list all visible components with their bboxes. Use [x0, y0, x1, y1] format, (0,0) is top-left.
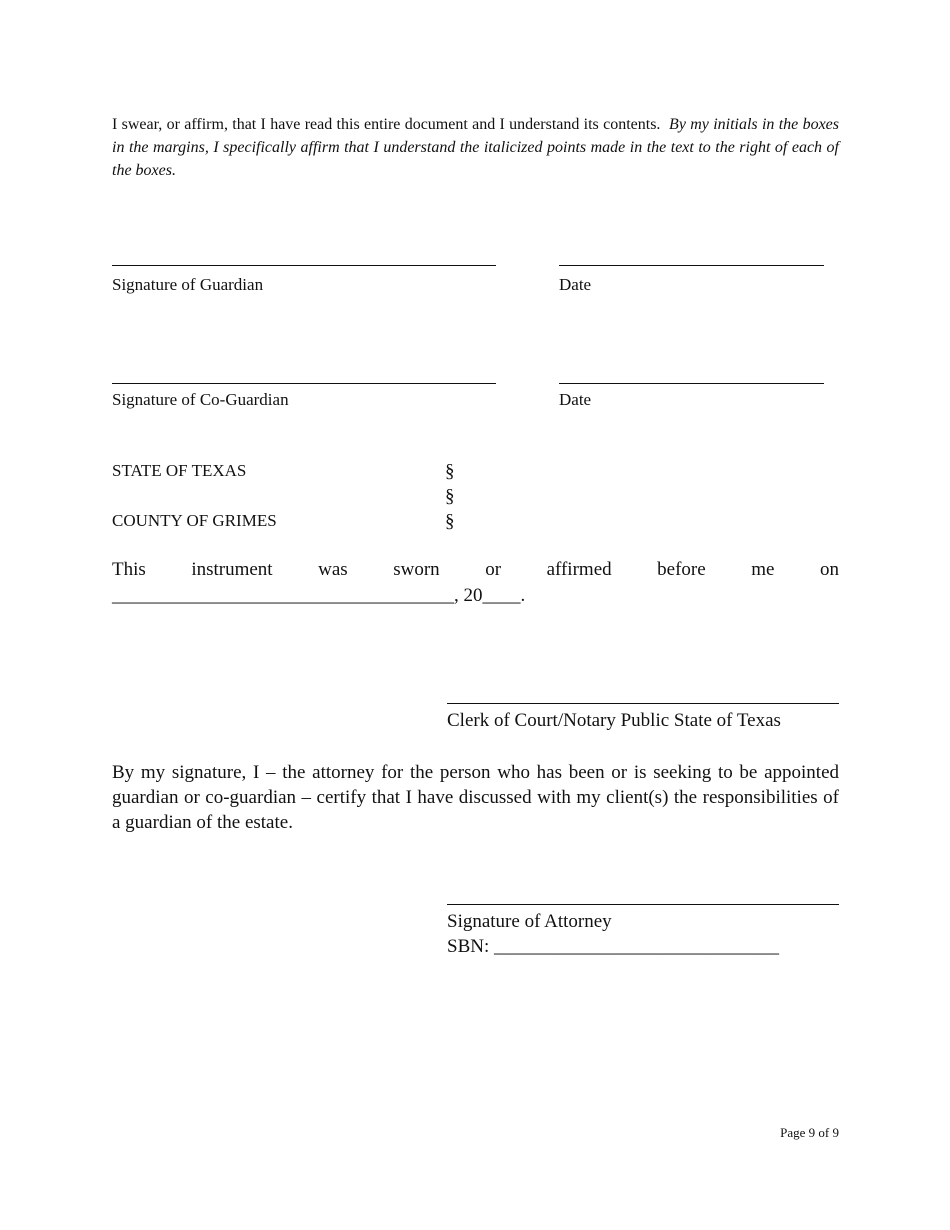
affirmation-paragraph — [112, 113, 839, 182]
affirmation-italic-text: By my initials in the boxes in the margins, I specifically affirm that I understand the italicized points made in the text to the right of each of the boxes. — [112, 116, 840, 179]
sworn-word: sworn — [393, 559, 440, 580]
guardian-date-label: Date — [559, 275, 592, 294]
sworn-word: before — [657, 559, 706, 580]
section-symbol: § — [445, 511, 455, 532]
coguardian-signature-label: Signature of Co-Guardian — [112, 390, 289, 409]
attorney-statement: By my signature, I – the attorney for the person who has been or is seeking to be appointed guardian or co-guardian – certify that I have discussed with my client(s) the responsibilities of a guardian of the estate. — [112, 762, 839, 833]
sworn-word: or — [485, 559, 502, 580]
sworn-date-line[interactable]: ____________________________________, 20____. — [112, 585, 526, 606]
coguardian-signature-line[interactable] — [112, 383, 496, 384]
attorney-sbn-line[interactable]: SBN: ______________________________ — [447, 936, 779, 957]
attorney-signature-label: Signature of Attorney — [447, 911, 612, 932]
section-symbol: § — [445, 486, 455, 507]
coguardian-date-line[interactable] — [559, 383, 824, 384]
guardian-signature-line[interactable] — [112, 265, 496, 266]
sworn-word: This — [112, 559, 146, 580]
section-symbol: § — [445, 461, 455, 482]
sworn-word: me — [751, 559, 775, 580]
guardian-signature-label: Signature of Guardian — [112, 275, 264, 294]
state-label: STATE OF TEXAS — [112, 461, 247, 480]
affirmation-text: I swear, or affirm, that I have read this entire document and I understand its contents. — [112, 116, 661, 133]
coguardian-date-label: Date — [559, 390, 592, 409]
sworn-word: on — [819, 559, 839, 580]
notary-label: Clerk of Court/Notary Public State of Texas — [447, 710, 781, 731]
sworn-word: was — [318, 559, 348, 580]
notary-signature-line[interactable] — [447, 703, 839, 704]
attorney-signature-line[interactable] — [447, 904, 839, 905]
county-label: COUNTY OF GRIMES — [112, 511, 277, 530]
guardian-date-line[interactable] — [559, 265, 824, 266]
page-number: Page 9 of 9 — [780, 1125, 839, 1140]
sworn-word: instrument — [191, 559, 273, 580]
sworn-statement — [112, 559, 839, 581]
sworn-word: affirmed — [546, 559, 612, 580]
